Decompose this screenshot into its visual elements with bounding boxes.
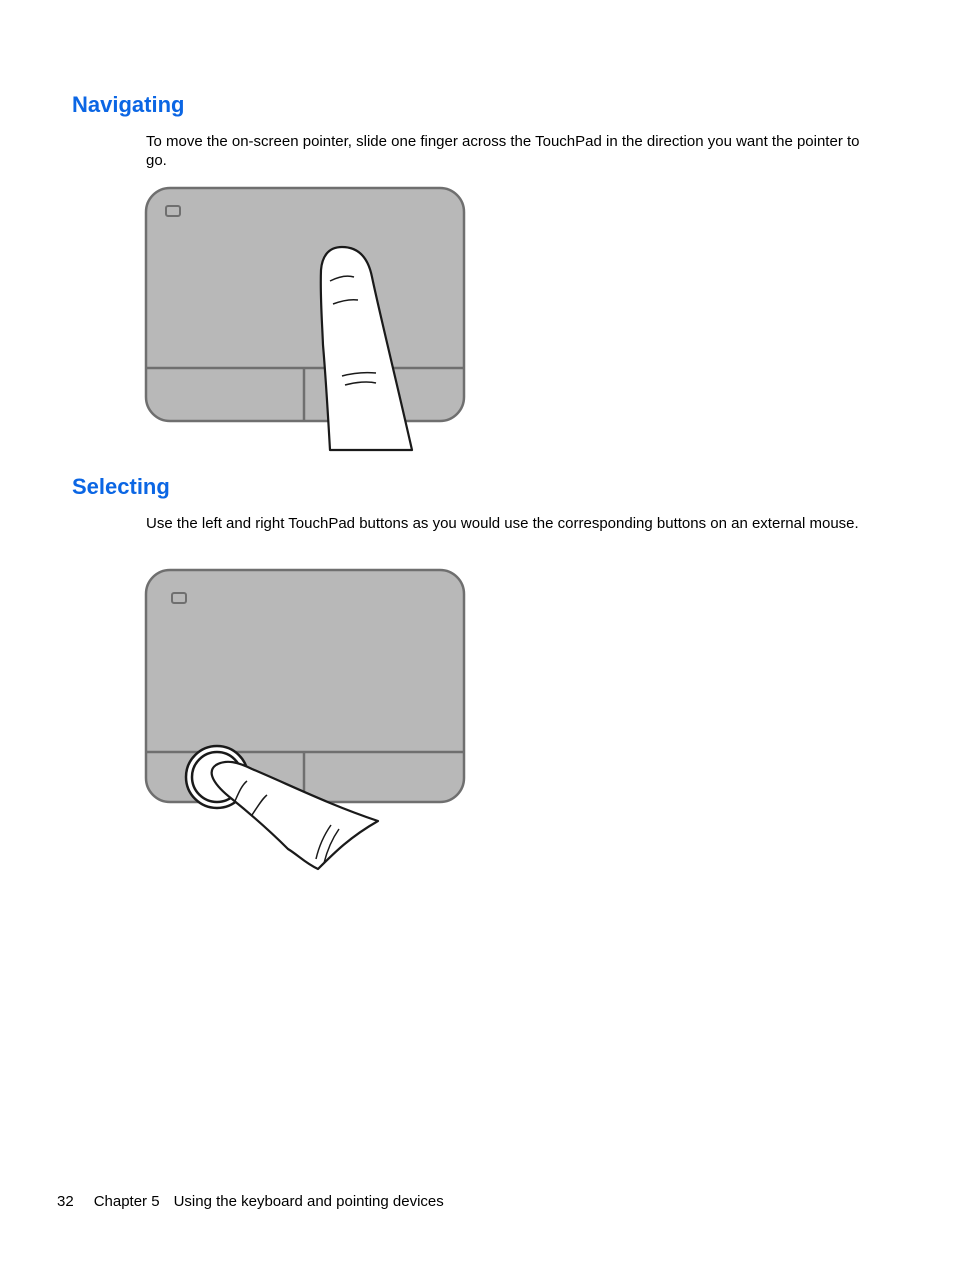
section-heading-navigating: Navigating [72,92,185,117]
section-body-selecting: Use the left and right TouchPad buttons as you would use the corresponding buttons on an external mouse. [146,515,859,532]
touchpad-navigating-illustration [140,185,470,453]
section-body-navigating: To move the on-screen pointer, slide one finger across the TouchPad in the direction you want the pointer to go. [146,133,860,169]
touchpad-selecting-illustration [140,567,470,873]
page-footer [57,1192,444,1211]
footer-chapter: Chapter 5 [93,1193,160,1210]
footer-chapter-title: Using the keyboard and pointing devices [173,1193,444,1210]
page-number: 32 [57,1193,74,1210]
section-heading-selecting: Selecting [72,474,170,499]
